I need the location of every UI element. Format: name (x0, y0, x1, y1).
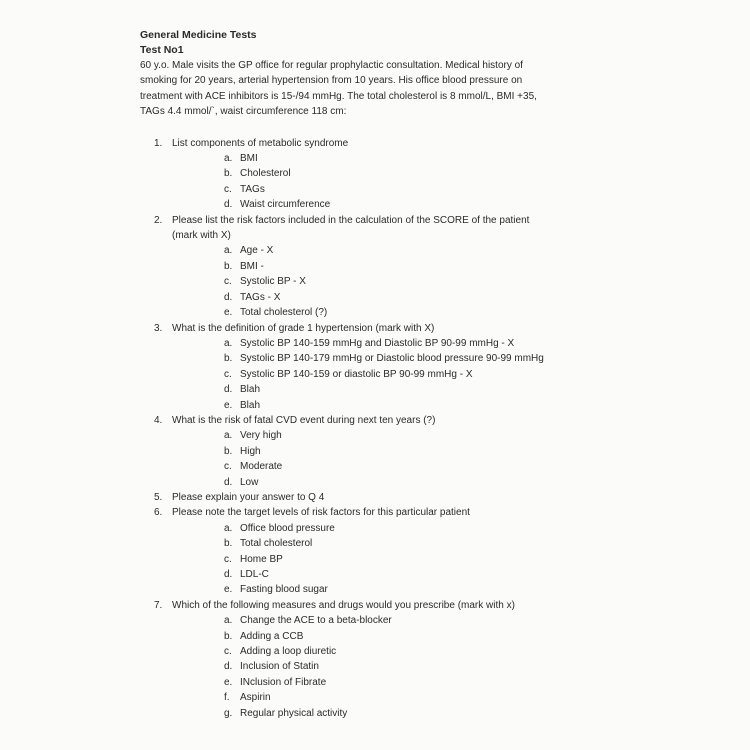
answer-option (172, 336, 610, 351)
option-text: Total cholesterol (240, 538, 313, 550)
option-letter: d. (224, 661, 233, 673)
option-letter: c. (224, 553, 232, 565)
answer-option (172, 398, 610, 413)
question-number: 4. (154, 414, 163, 426)
option-text: Systolic BP - X (240, 276, 306, 288)
question-5 (140, 490, 610, 505)
option-text: Waist circumference (240, 199, 331, 211)
answer-option (172, 444, 610, 459)
option-letter: a. (224, 615, 233, 627)
document-page (140, 28, 610, 721)
question-number: 2. (154, 214, 163, 226)
option-letter: a. (224, 522, 233, 534)
answer-option (172, 582, 610, 597)
option-text: Office blood pressure (240, 522, 335, 534)
answer-option (172, 675, 610, 690)
question-text: Please explain your answer to Q 4 (172, 491, 325, 503)
case-description (140, 58, 610, 120)
option-text: Inclusion of Statin (240, 661, 319, 673)
answer-options (172, 428, 610, 490)
answer-option (172, 182, 610, 197)
option-text: Aspirin (240, 692, 271, 704)
answer-options (172, 336, 610, 413)
answer-option (172, 690, 610, 705)
question-number: 5. (154, 491, 163, 503)
option-letter: f. (224, 692, 230, 704)
test-number: Test No1 (140, 44, 184, 56)
question-number: 6. (154, 507, 163, 519)
question-number: 1. (154, 137, 163, 149)
option-text: Change the ACE to a beta-blocker (240, 615, 392, 627)
option-letter: e. (224, 399, 233, 411)
answer-option (172, 166, 610, 181)
option-letter: b. (224, 260, 233, 272)
answer-option (172, 243, 610, 258)
answer-option (172, 428, 610, 443)
option-text: Systolic BP 140-159 mmHg and Diastolic BP 90-99 mmHg - X (240, 337, 515, 349)
answer-option (172, 197, 610, 212)
option-text: Systolic BP 140-159 or diastolic BP 90-99 mmHg - X (240, 368, 473, 380)
question-text: List components of metabolic syndrome (172, 137, 349, 149)
option-letter: a. (224, 245, 233, 257)
question-text: Which of the following measures and drugs would you prescribe (mark with x) (172, 599, 515, 611)
option-letter: a. (224, 430, 233, 442)
option-text: INclusion of Fibrate (240, 676, 327, 688)
answer-option (172, 351, 610, 366)
answer-option (172, 274, 610, 289)
option-letter: c. (224, 368, 232, 380)
answer-option (172, 259, 610, 274)
option-text: Regular physical activity (240, 707, 348, 719)
option-text: Very high (240, 430, 282, 442)
option-letter: c. (224, 646, 232, 658)
option-text: Cholesterol (240, 168, 291, 180)
option-text: Blah (240, 399, 261, 411)
question-6 (140, 505, 610, 597)
case-line: treatment with ACE inhibitors is 15-/94 mmHg. The total cholesterol is 8 mmol/L, BMI +35, (140, 90, 537, 102)
option-text: Fasting blood sugar (240, 584, 328, 596)
answer-option (172, 536, 610, 551)
option-letter: d. (224, 476, 233, 488)
option-letter: a. (224, 337, 233, 349)
option-letter: g. (224, 707, 233, 719)
option-letter: b. (224, 445, 233, 457)
answer-option (172, 521, 610, 536)
answer-option (172, 613, 610, 628)
case-line: 60 y.o. Male visits the GP office for regular prophylactic consultation. Medical history of (140, 60, 523, 71)
question-2 (140, 213, 610, 321)
option-text: Systolic BP 140-179 mmHg or Diastolic blood pressure 90-99 mmHg (240, 353, 544, 365)
option-text: TAGs (240, 183, 265, 195)
option-text: Adding a CCB (240, 630, 304, 642)
option-letter: b. (224, 630, 233, 642)
answer-option (172, 459, 610, 474)
answer-option (172, 151, 610, 166)
answer-option (172, 552, 610, 567)
question-text: What is the risk of fatal CVD event during next ten years (?) (172, 414, 436, 426)
option-text: TAGs - X (240, 291, 281, 303)
answer-options (172, 613, 610, 721)
answer-option (172, 659, 610, 674)
option-letter: d. (224, 384, 233, 396)
option-letter: a. (224, 153, 233, 165)
option-text: Age - X (240, 245, 274, 257)
option-letter: e. (224, 676, 233, 688)
answer-options (172, 521, 610, 598)
answer-option (172, 305, 610, 320)
option-letter: b. (224, 353, 233, 365)
option-letter: d. (224, 199, 233, 211)
question-1 (140, 136, 610, 213)
answer-option (172, 382, 610, 397)
option-text: BMI - (240, 260, 264, 272)
question-text: (mark with X) (172, 230, 231, 242)
answer-option (172, 644, 610, 659)
option-letter: c. (224, 276, 232, 288)
question-4 (140, 413, 610, 490)
option-letter: d. (224, 569, 233, 580)
option-text: BMI (240, 153, 258, 165)
answer-option (172, 290, 610, 305)
option-text: Total cholesterol (?) (240, 307, 328, 319)
answer-option (172, 706, 610, 721)
option-text: Home BP (240, 553, 283, 565)
question-7 (140, 598, 610, 721)
option-text: Low (240, 476, 259, 488)
case-line: smoking for 20 years, arterial hypertension from 10 years. His office blood pressure on (140, 75, 523, 87)
answer-option (172, 629, 610, 644)
answer-options (172, 151, 610, 213)
option-text: Moderate (240, 461, 283, 473)
option-letter: b. (224, 168, 233, 180)
option-letter: e. (224, 584, 233, 596)
option-text: Adding a loop diuretic (240, 646, 337, 658)
answer-options (172, 243, 610, 320)
case-line: TAGs 4.4 mmol/`, waist circumference 118 cm: (140, 106, 347, 118)
answer-option (172, 367, 610, 382)
question-text: Please note the target levels of risk factors for this particular patient (172, 507, 470, 519)
option-letter: e. (224, 307, 233, 319)
option-text: High (240, 445, 261, 457)
option-text: LDL-C (240, 569, 269, 580)
question-text: What is the definition of grade 1 hypertension (mark with X) (172, 322, 435, 334)
option-letter: d. (224, 291, 233, 303)
answer-option (172, 567, 610, 582)
option-letter: c. (224, 183, 232, 195)
question-number: 3. (154, 322, 163, 334)
answer-option (172, 475, 610, 490)
document-title: General Medicine Tests (140, 29, 257, 41)
question-number: 7. (154, 599, 163, 611)
option-letter: b. (224, 538, 233, 550)
question-3 (140, 321, 610, 413)
option-letter: c. (224, 461, 232, 473)
question-text: Please list the risk factors included in the calculation of the SCORE of the patient (172, 214, 530, 226)
question-list (140, 136, 610, 721)
option-text: Blah (240, 384, 261, 396)
